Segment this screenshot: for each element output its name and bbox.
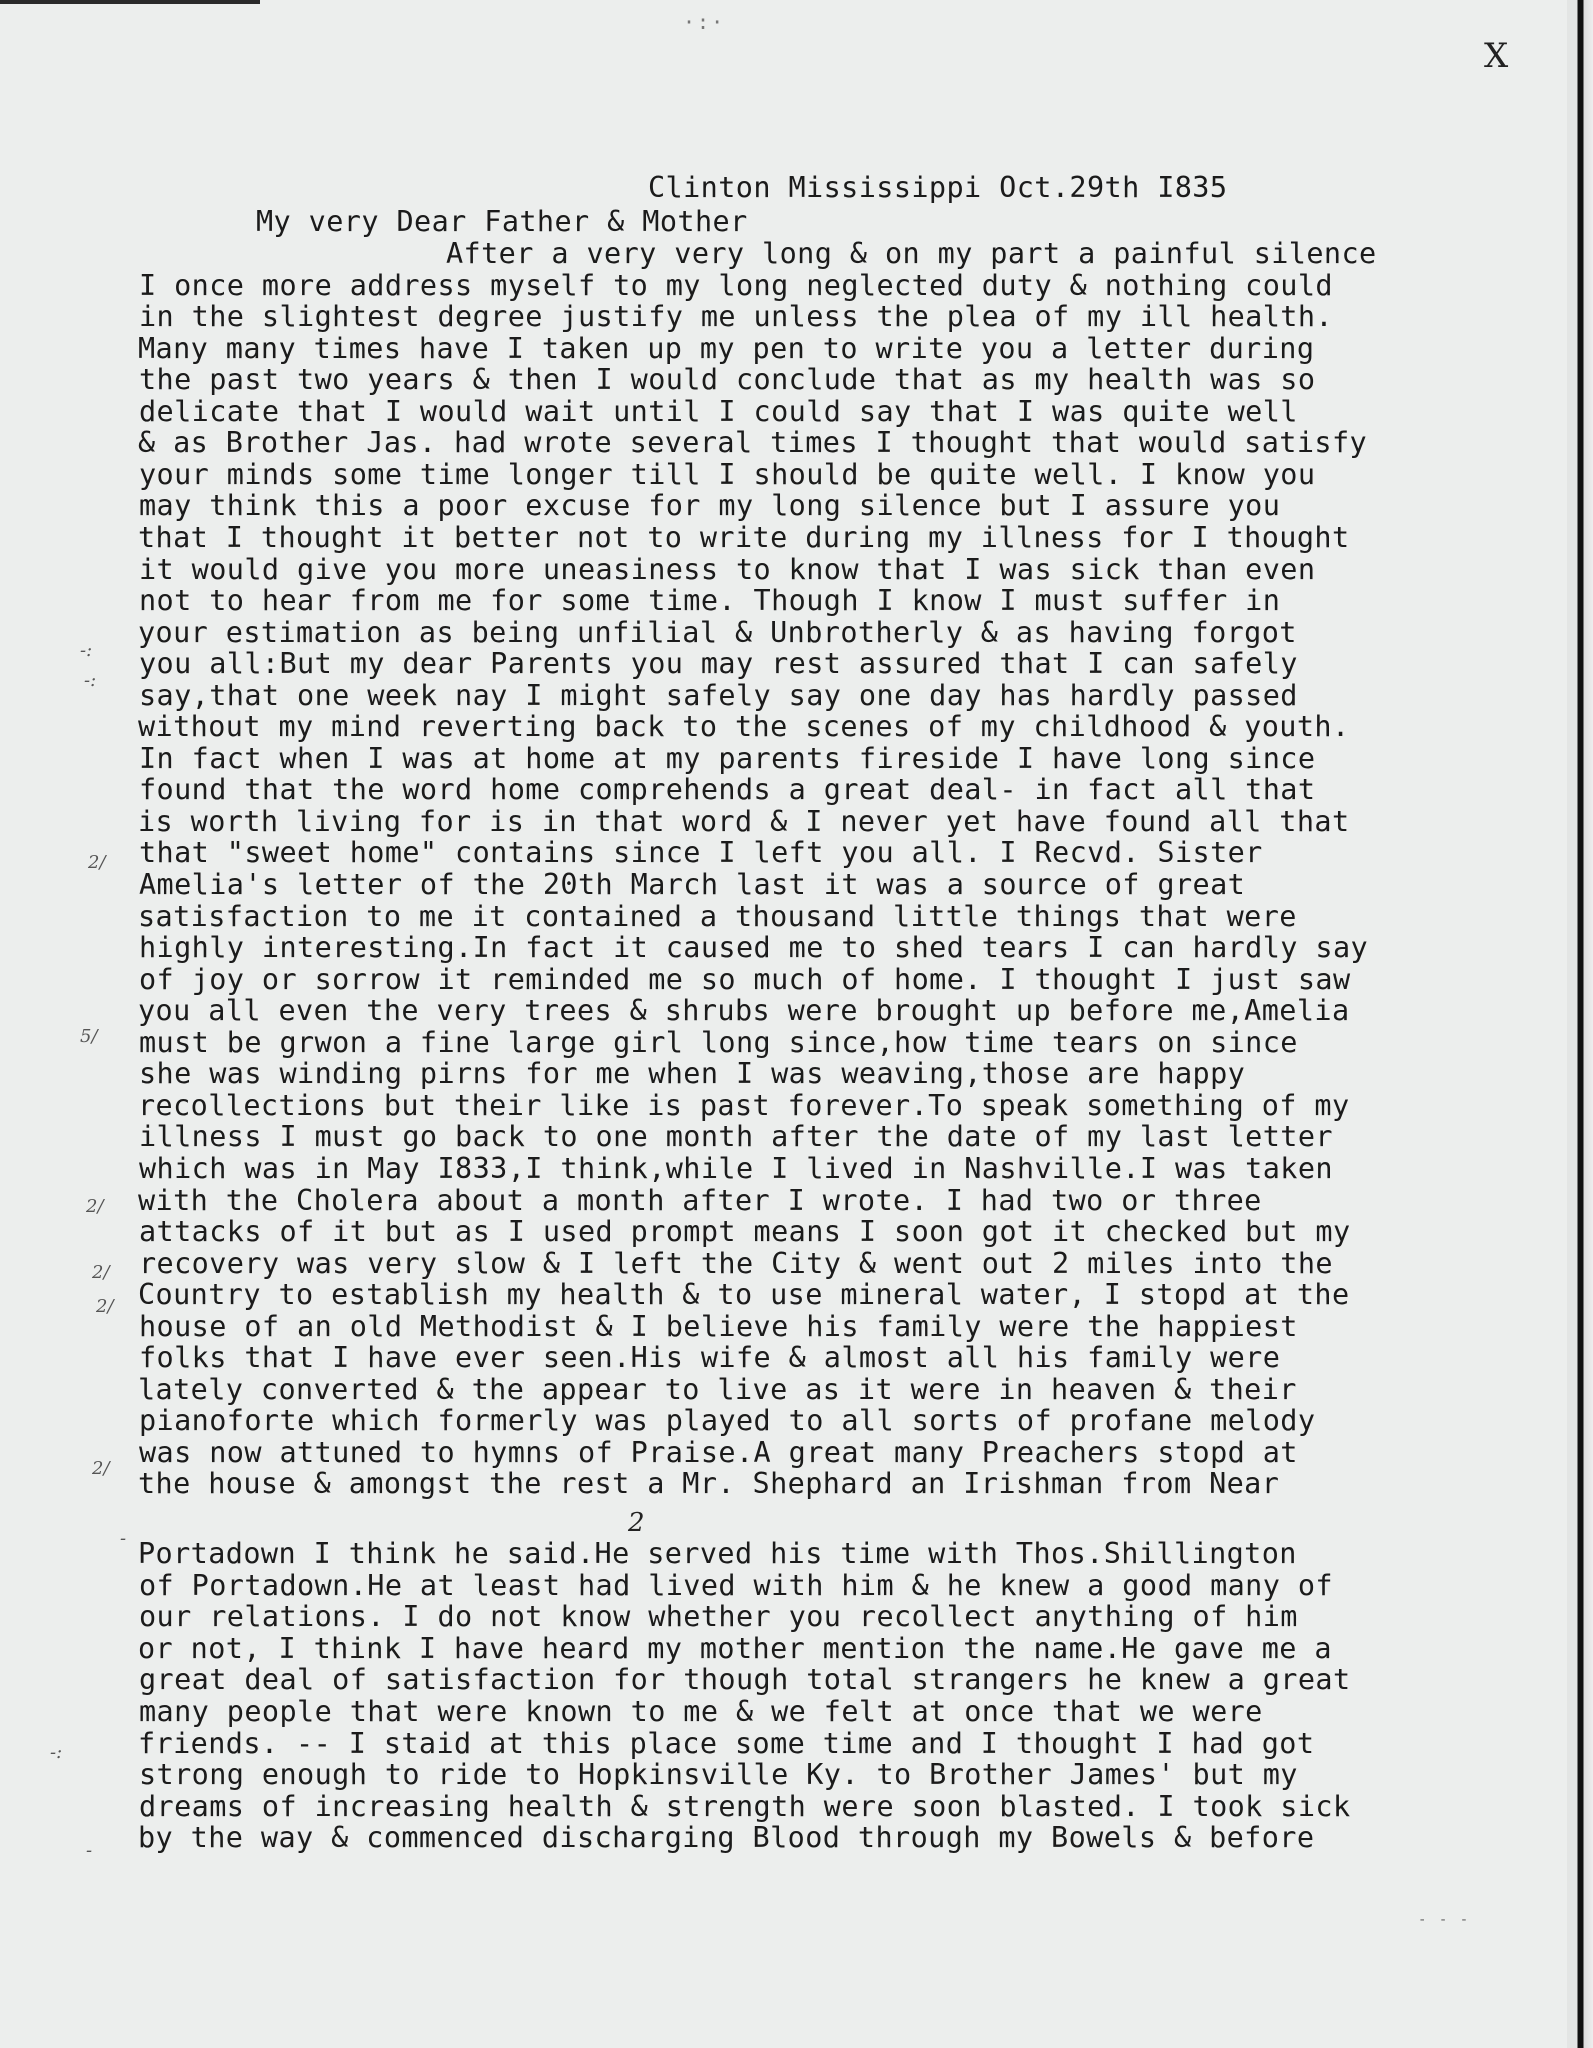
letter-line: your minds some time longer till I should be quite well. I know you xyxy=(139,457,1316,491)
page-number: 2 xyxy=(628,1508,645,1538)
letter-line: say,that one week nay I might safely say one day has hardly passed xyxy=(139,678,1298,712)
letter-line: great deal of satisfaction for though total strangers he knew a great xyxy=(139,1663,1351,1697)
letter-line: After a very very long & on my part a painful silence xyxy=(446,237,1377,270)
letter-line: many people that were known to me & we felt at once that we were xyxy=(139,1695,1263,1728)
letter-line: Many many times have I taken up my pen to write you a letter during xyxy=(138,331,1315,365)
letter-line: attacks of it but as I used prompt means I soon got it checked but my xyxy=(139,1215,1351,1249)
letter-line: Portadown I think he said.He served his time with Thos.Shillington xyxy=(138,1537,1297,1570)
letter-line: delicate that I would wait until I could say that I was quite well xyxy=(139,394,1298,428)
corner-mark: X xyxy=(1484,36,1509,76)
letter-line: pianoforte which formerly was played to all sorts of profane melody xyxy=(139,1404,1316,1438)
letter-line: & as Brother Jas. had wrote several times I thought that would satisfy xyxy=(138,426,1368,460)
margin-mark: - xyxy=(86,1840,93,1861)
letter-line: was now attuned to hymns of Praise.A great many Preachers stopd at xyxy=(139,1435,1298,1469)
letter-line: lately converted & the appear to live as it were in heaven & their xyxy=(138,1372,1297,1406)
letter-line: is worth living for is in that word & I never yet have found all that xyxy=(138,804,1350,838)
letter-line: not to hear from me for some time. Though I know I must suffer in xyxy=(139,584,1281,618)
letter-line: your estimation as being unfilial & Unbrotherly & as having forgot xyxy=(138,615,1297,649)
margin-mark: -: xyxy=(84,670,97,691)
letter-line: illness I must go back to one month after the date of my last letter xyxy=(139,1120,1333,1154)
letter-line: strong enough to ride to Hopkinsville Ky. to Brother James' but my xyxy=(139,1758,1298,1792)
letter-line: you all even the very trees & shrubs were brought up before me,Amelia xyxy=(138,994,1350,1028)
letter-line: you all:But my dear Parents you may rest assured that I can safely xyxy=(139,647,1298,681)
scan-smudge: ·:· xyxy=(683,10,726,34)
letter-line: it would give you more uneasiness to know that I was sick than even xyxy=(139,552,1316,586)
letter-line: the past two years & then I would conclude that as my health was so xyxy=(139,363,1316,397)
letter-line: friends. -- I staid at this place some time and I thought I had got xyxy=(138,1726,1315,1760)
letter-line: or not, I think I have heard my mother mention the name.He gave me a xyxy=(138,1631,1332,1665)
letter-line: recovery was very slow & I left the City & went out 2 miles into the xyxy=(139,1246,1333,1280)
letter-line: may think this a poor excuse for my long silence but I assure you xyxy=(139,489,1281,523)
scan-edge-right xyxy=(1567,0,1593,2048)
letter-line: house of an old Methodist & I believe his family were the happiest xyxy=(139,1309,1298,1343)
letter-line: with the Cholera about a month after I wrote. I had two or three xyxy=(138,1183,1262,1217)
letter-line: which was in May I833,I think,while I lived in Nashville.I was taken xyxy=(139,1151,1333,1185)
margin-mark: -: xyxy=(80,640,93,661)
letter-line: folks that I have ever seen.His wife & almost all his family were xyxy=(139,1341,1281,1375)
margin-mark: 2/ xyxy=(92,1458,110,1479)
letter-line: the house & amongst the rest a Mr. Shephard an Irishman from Near xyxy=(138,1467,1280,1501)
letter-line: In fact when I was at home at my parents fireside I have long since xyxy=(139,741,1316,775)
margin-mark: 2/ xyxy=(86,1196,104,1217)
letter-line: of Portadown.He at least had lived with him & he knew a good many of xyxy=(139,1568,1333,1602)
letter-line: dreams of increasing health & strength were soon blasted. I took sick xyxy=(139,1789,1351,1823)
letter-line: by the way & commenced discharging Blood through my Bowels & before xyxy=(138,1821,1315,1855)
dateline: Clinton Mississippi Oct.29th I835 xyxy=(648,171,1228,204)
letter-line: that I thought it better not to write during my illness for I thought xyxy=(138,520,1350,554)
margin-mark: 2/ xyxy=(92,1262,110,1283)
letter-line: highly interesting.In fact it caused me to shed tears I can hardly say xyxy=(139,931,1369,965)
letter-line: Amelia's letter of the 20th March last it was a source of great xyxy=(139,868,1246,901)
letter-line: that "sweet home" contains since I left you all. I Recvd. Sister xyxy=(139,836,1263,870)
letter-line: recollections but their like is past forever.To speak something of my xyxy=(138,1088,1350,1122)
letter-line: of joy or sorrow it reminded me so much of home. I thought I just saw xyxy=(139,962,1351,996)
letter-line: satisfaction to me it contained a thousand little things that were xyxy=(138,899,1297,933)
margin-mark: 2/ xyxy=(88,852,106,873)
letter-line: must be grwon a fine large girl long since,how time tears on since xyxy=(139,1025,1298,1059)
letter-line: I once more address myself to my long neglected duty & nothing could xyxy=(139,268,1333,302)
letter-line: our relations. I do not know whether you recollect anything of him xyxy=(139,1600,1298,1634)
salutation: My very Dear Father & Mother xyxy=(256,205,748,238)
letter-line: she was winding pirns for me when I was weaving,those are happy xyxy=(139,1057,1246,1091)
margin-mark: - xyxy=(120,1528,127,1549)
letter-line: without my mind reverting back to the scenes of my childhood & youth. xyxy=(138,710,1350,744)
margin-mark: 5/ xyxy=(80,1026,98,1047)
margin-mark: 2/ xyxy=(96,1296,114,1317)
letter-line: found that the word home comprehends a great deal- in fact all that xyxy=(139,773,1316,807)
letter-line: Country to establish my health & to use mineral water, I stopd at the xyxy=(138,1278,1350,1312)
letter-line: in the slightest degree justify me unless the plea of my ill health. xyxy=(139,300,1333,334)
scan-smudge: - - - xyxy=(1418,1912,1471,1928)
margin-mark: -: xyxy=(50,1742,63,1763)
